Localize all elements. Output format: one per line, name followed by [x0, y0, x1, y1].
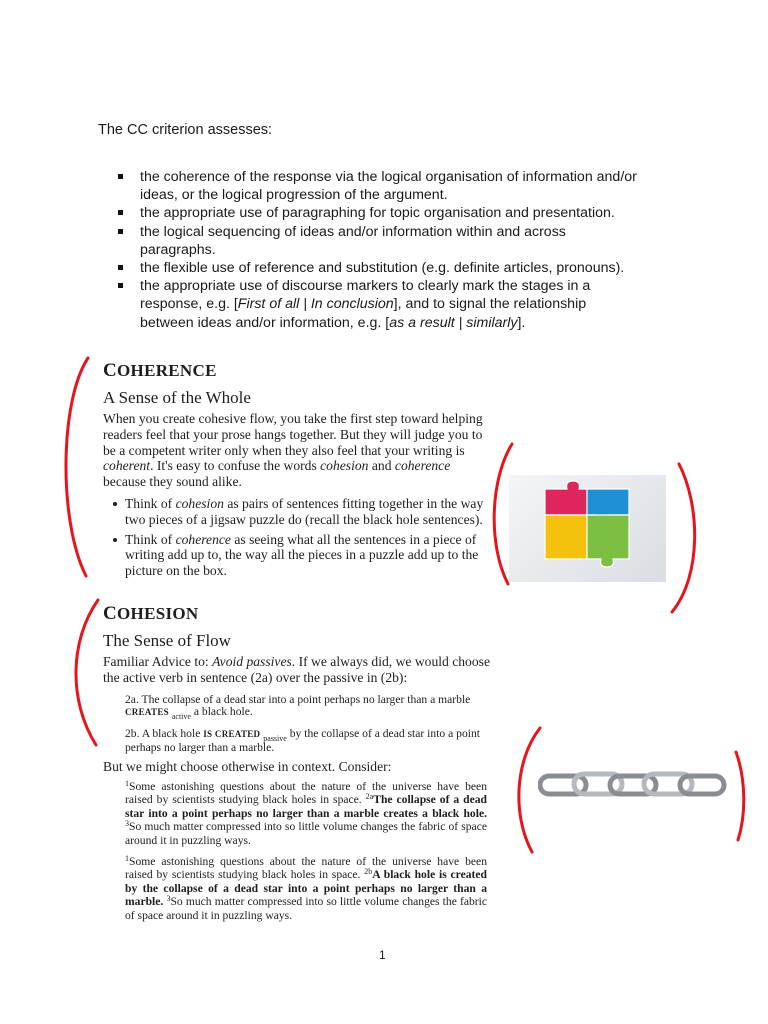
criteria-item: the logical sequencing of ideas and/or information within and across paragraphs. [118, 223, 638, 259]
cohesion-subtitle: The Sense of Flow [103, 631, 231, 650]
page-number: 1 [379, 948, 386, 962]
bracket-left-chain-icon [519, 728, 540, 852]
bracket-left-cohesion-icon [76, 600, 98, 745]
criteria-item: the appropriate use of paragraphing for topic organisation and presentation. [118, 204, 638, 222]
coherence-subtitle: A Sense of the Whole [103, 388, 251, 407]
cohesion-paragraph: Familiar Advice to: Avoid passives. If we always did, we would choose the active verb in sentence (2a) over the passive in (2b): [103, 654, 490, 685]
list-item: Think of coherence as seeing what all the sentences in a piece of writing add up to, the way all the pieces in a puzzle add up to the picture on the box. [107, 532, 495, 579]
list-item: Think of cohesion as pairs of sentences fitting together in the way two pieces of a jigsaw puzzle do (recall the black hole sentences). [107, 496, 495, 528]
coherence-title: COHERENCE [103, 360, 217, 381]
coherence-paragraph: When you create cohesive flow, you take the first step toward helping readers feel that your prose hangs together. But they will judge you to be a competent writer only when they also feel that your writing is coherent. It's easy to confuse the words cohesion and coherence because they sound alike. [103, 411, 483, 490]
bracket-left-puzzle-icon [494, 444, 512, 584]
criteria-item: the coherence of the response via the logical organisation of information and/or ideas, or the logical progression of the argument. [118, 168, 638, 204]
criteria-item: the flexible use of reference and substitution (e.g. definite articles, pronouns). [118, 259, 638, 277]
example-2b: 2b. A black hole IS CREATED $_{passive}$ by the collapse of a dead star into a point perhaps no larger than a marble. [125, 727, 480, 754]
criteria-item: the appropriate use of discourse markers to clearly mark the stages in a response, e.g. [First of all | In conclusion], and to signal the relationship between ideas and/or information, e.g. [as a result | similarly]. [118, 277, 638, 332]
example-2a: 2a. The collapse of a dead star into a point perhaps no larger than a marble CREATES $_{active}$ a black hole. [125, 692, 471, 722]
bracket-right-puzzle-icon [672, 464, 695, 612]
passage-2b: $^1$Some astonishing questions about the nature of the universe have been raised by scientists studying black holes in space. $^{2b}$A black hole is created by the collapse of a dead star into a point perhaps no larger than a marble. $^3$So much matter compressed into so little volume changes the fabric of space around it in puzzling ways. [125, 853, 488, 922]
bracket-right-chain-icon [736, 752, 744, 840]
cohesion-consider: But we might choose otherwise in context. Consider: [103, 758, 392, 774]
cohesion-title: COHESION [103, 603, 199, 624]
passage-2a: $^1$Some astonishing questions about the nature of the universe have been raised by scientists studying black holes in space. $^{2a}$The collapse of a dead star into a point perhaps no larger than a marble creates a black hole. $^3$So much matter compressed into so little volume changes the fabric of space around it in puzzling ways. [125, 778, 487, 847]
bracket-left-coherence-icon [66, 358, 88, 576]
intro-text: The CC criterion assesses: [98, 122, 273, 138]
